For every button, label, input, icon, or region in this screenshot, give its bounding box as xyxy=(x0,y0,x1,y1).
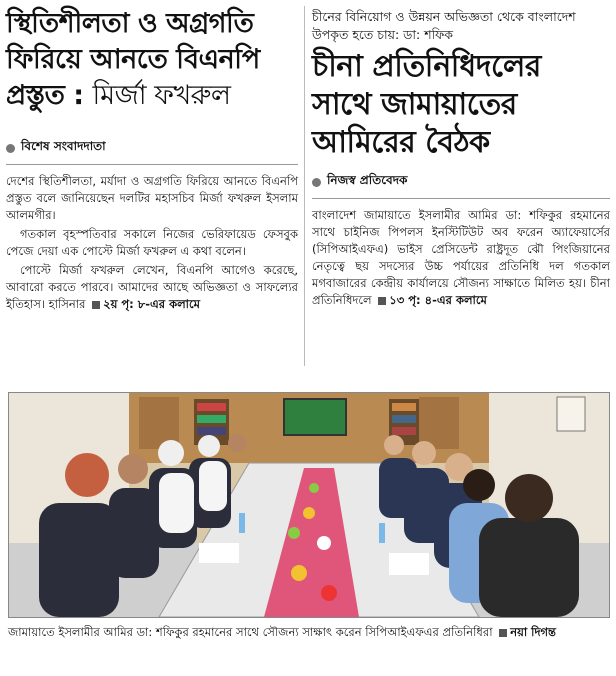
left-para3 xyxy=(6,262,298,313)
square-icon xyxy=(378,297,386,305)
photo-caption-text: জামায়াতে ইসলামীর আমির ডা: শফিকুর রহমানের সাথে সৌজন্য সাক্ষাৎ করেন সিপিআইএফএর প্রতিনিধিরা xyxy=(8,625,493,639)
left-headline-line3-light: মির্জা ফখরুল xyxy=(92,80,231,111)
column-divider xyxy=(304,6,305,366)
meeting-photo xyxy=(8,392,610,618)
right-byline xyxy=(312,172,610,192)
left-headline xyxy=(6,6,298,114)
right-kicker: চীনের বিনিয়োগ ও উন্নয়ন অভিজ্ঞতা থেকে বাংলাদেশ উপকৃত হতে চায়: ডা: শফিক xyxy=(312,9,576,42)
left-headline-line3-bold: প্রস্তুত : xyxy=(6,80,84,111)
right-byline-text: নিজস্ব প্রতিবেদক xyxy=(327,173,408,187)
square-icon xyxy=(499,629,507,637)
left-headline-line2: ফিরিয়ে আনতে বিএনপি xyxy=(6,44,260,75)
right-article xyxy=(312,0,610,311)
right-rule xyxy=(312,198,610,199)
left-continued[interactable]: ২য় পৃ: ৮-এর কলামে xyxy=(103,297,201,311)
right-headline xyxy=(312,48,610,162)
bullet-icon xyxy=(312,178,321,187)
right-headline-line2: সাথে জামায়াতের xyxy=(312,87,517,122)
left-para3-text: পোস্টে মির্জা ফখরুল লেখেন, বিএনপি আগেও করেছে, আবারো করতে পারবে। আমাদের আছে অভিজ্ঞতা ও সাফল্যের ইতিহাস। হাসিনার xyxy=(6,263,298,311)
left-headline-line1: স্থিতিশীলতা ও অগ্রগতি xyxy=(6,8,254,39)
right-para1 xyxy=(312,207,610,309)
right-headline-line1: চীনা প্রতিনিধিদলের xyxy=(312,49,541,84)
left-byline xyxy=(6,138,298,158)
left-body xyxy=(6,173,298,313)
left-headline-line3 xyxy=(6,78,298,114)
right-continued[interactable]: ১৩ পৃ: ৪-এর কলামে xyxy=(389,293,487,307)
right-para1-text: বাংলাদেশ জামায়াতে ইসলামীর আমির ডা: শফিকুর রহমানের সাথে চাইনিজ পিপলস ইনস্টিটিউট অব ফরেন অ্যাফেয়ার্সের (সিপিআইএফএ) ভাইস প্রেসিডেন্ট রাষ্ট্রদূত ঝৌ পিংজিয়ানের নেতৃত্বে ছয় সদস্যের উচ্চ পর্যায়ের প্রতিনিধি দল গতকাল মগবাজারের কেন্দ্রীয় কার্যালয়ে সৌজন্য সাক্ষাতে মিলিত হয়। চীনা প্রতিনিধিদলে xyxy=(312,208,610,307)
photo-caption xyxy=(8,624,608,641)
left-para1: দেশের স্থিতিশীলতা, মর্যাদা ও অগ্রগতি ফিরিয়ে আনতে বিএনপি প্রস্তুত বলে জানিয়েছেন দলটির মহাসচিব মির্জা ফখরুল ইসলাম আলমগীর। xyxy=(6,174,298,222)
square-icon xyxy=(92,301,100,309)
photo-credit: নয়া দিগন্ত xyxy=(510,625,556,639)
bullet-icon xyxy=(6,144,15,153)
right-body xyxy=(312,207,610,309)
left-para2: গতকাল বৃহস্পতিবার সকালে নিজের ভেরিফায়েড ফেসবুক পেজে দেয়া এক পোস্টে মির্জা ফখরুল এ কথা বলেন। xyxy=(6,227,298,258)
right-headline-line3: আমিরের বৈঠক xyxy=(312,125,490,160)
left-article xyxy=(6,0,298,315)
left-rule xyxy=(6,164,298,165)
left-byline-text: বিশেষ সংবাদদাতা xyxy=(21,139,106,153)
meeting-photo-illustration xyxy=(9,393,609,617)
